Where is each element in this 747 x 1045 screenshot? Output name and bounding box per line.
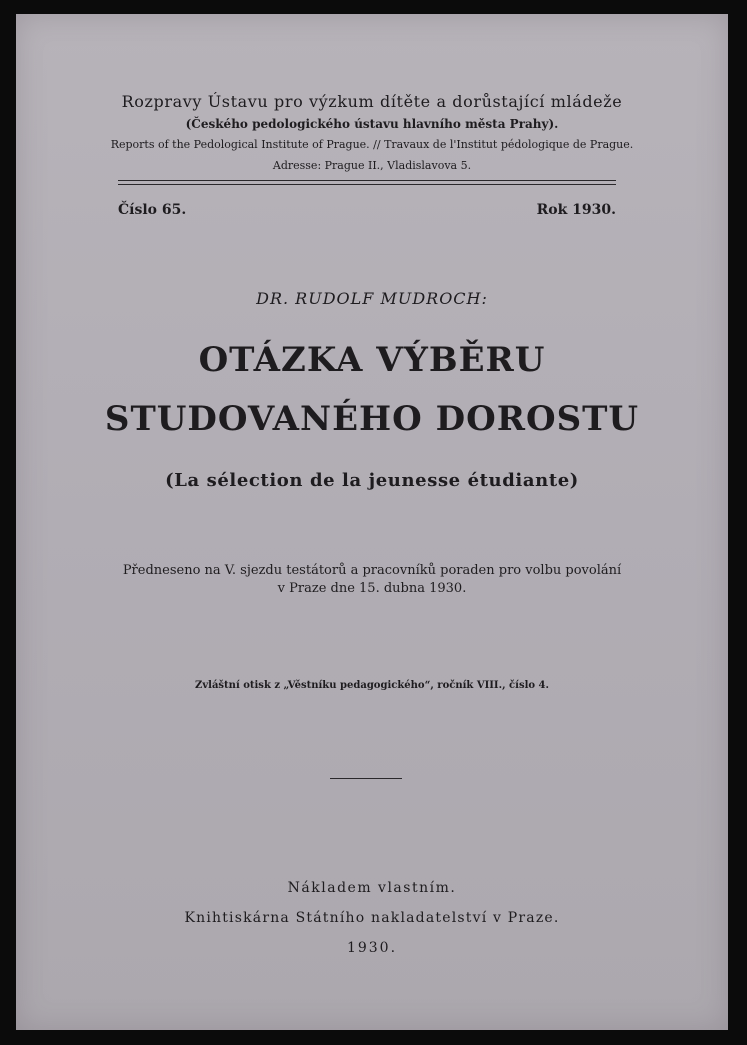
series-subtitle: (Českého pedologického ústavu hlavního města Prahy). bbox=[185, 117, 559, 131]
title-line-2: STUDOVANÉHO DOROSTU bbox=[104, 399, 640, 439]
address-line: Adresse: Prague II., Vladislavova 5. bbox=[272, 159, 472, 172]
series-title: Rozpravy Ústavu pro výzkum dítěte a dorůstající mládeže bbox=[121, 92, 623, 111]
author: DR. RUDOLF MUDROCH: bbox=[256, 289, 488, 308]
document-cover bbox=[16, 14, 728, 1030]
publication-year: 1930. bbox=[346, 940, 398, 956]
offprint-note: Zvláštní otisk z „Věstníku pedagogického“, ročník VIII., číslo 4. bbox=[195, 680, 549, 691]
header-divider-bottom bbox=[118, 184, 616, 185]
printer-line: Knihtiskárna Státního nakladatelství v Praze. bbox=[184, 910, 560, 926]
publisher-line: Nákladem vlastním. bbox=[287, 880, 457, 896]
section-divider bbox=[330, 778, 402, 779]
header-divider-top bbox=[118, 180, 616, 181]
issue-year: Rok 1930. bbox=[536, 202, 616, 218]
reports-line: Reports of the Pedological Institute of Prague. // Travaux de l'Institut pédologique de Prague. bbox=[110, 138, 634, 151]
presented-line-1: Předneseno na V. sjezdu testátorů a pracovníků poraden pro volbu povolání bbox=[122, 563, 622, 578]
issue-number: Číslo 65. bbox=[118, 202, 187, 218]
presented-line-2: v Praze dne 15. dubna 1930. bbox=[277, 581, 467, 596]
subtitle: (La sélection de la jeunesse étudiante) bbox=[165, 470, 579, 491]
title-line-1: OTÁZKA VÝBĚRU bbox=[198, 340, 546, 380]
